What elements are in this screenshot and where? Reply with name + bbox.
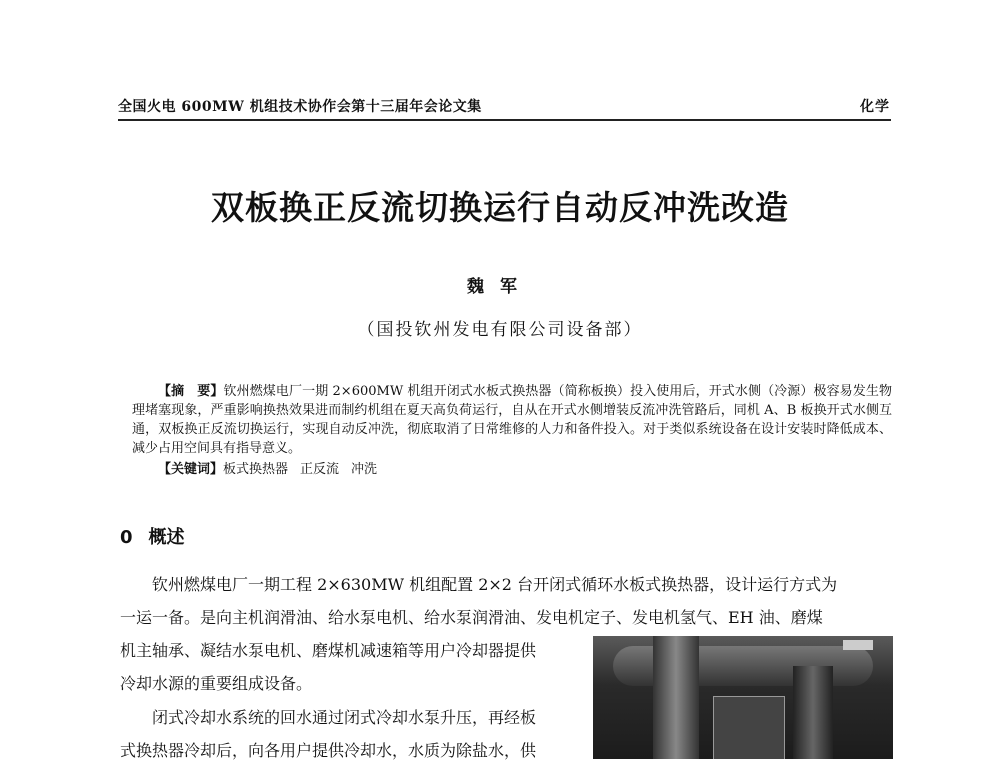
running-header bbox=[118, 92, 890, 118]
paper-title: 双板换正反流切换运行自动反冲洗改造 bbox=[211, 188, 789, 227]
header-rule bbox=[118, 119, 891, 121]
proceedings-title: 全国火电 600MW 机组技术协作会第十三届年会论文集 bbox=[118, 99, 482, 115]
pipe-shape bbox=[653, 636, 699, 759]
body-line: 机主轴承、凝结水泵电机、磨煤机减速箱等用户冷却器提供 bbox=[120, 641, 537, 660]
section-number: 0 bbox=[120, 527, 133, 548]
pipe-shape bbox=[613, 646, 873, 686]
subject-category: 化学 bbox=[860, 99, 890, 115]
pipe-shape bbox=[793, 666, 833, 759]
body-line: 一运一备。是向主机润滑油、给水泵电机、给水泵润滑油、发电机定子、发电机氢气、EH 油、磨煤 bbox=[120, 608, 823, 627]
body-line: 钦州燃煤电厂一期工程 2×630MW 机组配置 2×2 台开闭式循环水板式换热器，设计运行方式为 bbox=[152, 575, 838, 594]
light-fixture bbox=[843, 640, 873, 650]
abstract-text: 钦州燃煤电厂一期 2×600MW 机组开闭式水板式换热器（简称板换）投入使用后，开式水侧（冷源）极容易发生物理堵塞现象，严重影响换热效果进而制约机组在夏天高负荷运行，自从在开式水侧增装反流冲洗管路后，同机 A、B 板换开式水侧互通，双板换正反流切换运行，实现自动反冲洗，彻底取消了日常维修的人力和备件投入。对于类似系统设备在设计安装时降低成本、减少占用空间具有指导意义。 bbox=[132, 384, 892, 456]
section-title: 概述 bbox=[148, 527, 185, 548]
affiliation: （国投钦州发电有限公司设备部） bbox=[357, 320, 643, 340]
keywords bbox=[132, 460, 892, 479]
body-line: 冷却水源的重要组成设备。 bbox=[120, 674, 313, 693]
keyword: 冲洗 bbox=[351, 462, 378, 477]
equipment-panel bbox=[713, 696, 785, 759]
body-line: 式换热器冷却后，向各用户提供冷却水，水质为除盐水，供 bbox=[120, 741, 537, 760]
abstract-label: 【摘 要】 bbox=[158, 384, 224, 399]
author: 魏军 bbox=[467, 277, 533, 297]
section-heading bbox=[120, 523, 185, 549]
equipment-photo bbox=[593, 636, 893, 759]
keyword: 板式换热器 bbox=[223, 462, 289, 477]
keywords-label: 【关键词】 bbox=[158, 462, 224, 477]
abstract bbox=[132, 382, 892, 479]
keyword: 正反流 bbox=[300, 462, 340, 477]
body-line: 闭式冷却水系统的回水通过闭式冷却水泵升压，再经板 bbox=[152, 708, 537, 727]
